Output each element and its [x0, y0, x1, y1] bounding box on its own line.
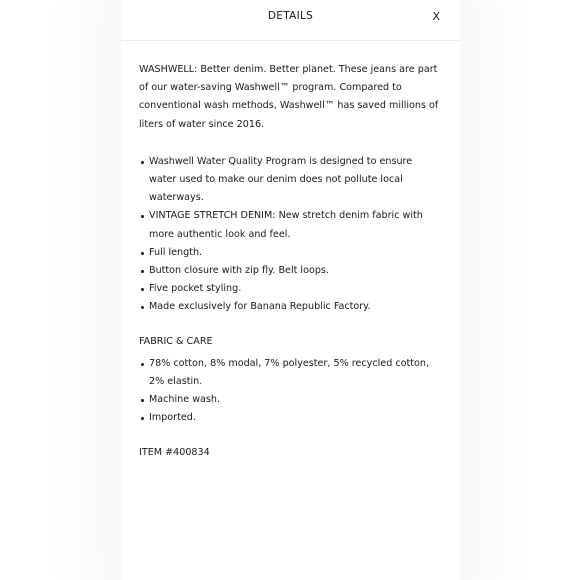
details-modal [121, 0, 460, 580]
list-item: Full length. [149, 244, 442, 262]
fabric-care-list [139, 355, 442, 428]
feature-list [139, 153, 442, 317]
intro-paragraph: WASHWELL: Better denim. Better planet. These jeans are part of our water-saving Washwell™ program. Compared to conventional wash methods, Washwell™ has saved millions of liters of water since 2016. [139, 64, 439, 130]
modal-body [121, 41, 460, 462]
list-item: Made exclusively for Banana Republic Factory. [149, 298, 442, 316]
list-item: Washwell Water Quality Program is designed to ensure water used to make our denim does not pollute local waterways. [149, 153, 442, 208]
item-number: ITEM #400834 [139, 446, 210, 458]
list-item: VINTAGE STRETCH DENIM: New stretch denim fabric with more authentic look and feel. [149, 207, 442, 243]
list-item: 78% cotton, 8% modal, 7% polyester, 5% recycled cotton, 2% elastin. [149, 355, 442, 391]
list-item: Machine wash. [149, 391, 442, 409]
modal-title: DETAILS [267, 10, 314, 22]
close-button[interactable]: X [432, 10, 440, 23]
fabric-care-heading: FABRIC & CARE [139, 335, 213, 347]
modal-header [121, 0, 460, 41]
list-item: Imported. [149, 409, 442, 427]
list-item: Five pocket styling. [149, 280, 442, 298]
list-item: Button closure with zip fly. Belt loops. [149, 262, 442, 280]
